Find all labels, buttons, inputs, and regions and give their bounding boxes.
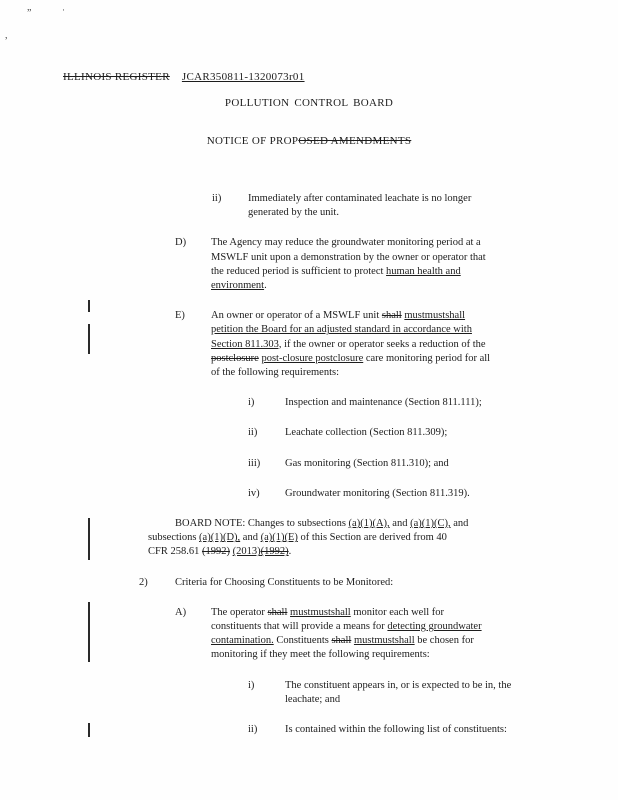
text-segment: Immediately after contaminated leachate is no longer [248, 193, 472, 204]
text-line [248, 192, 618, 206]
text-line [211, 606, 618, 620]
text-segment: leachate; and [285, 693, 341, 705]
scan-artifact-comma: , [5, 30, 8, 41]
text-line [211, 352, 618, 366]
notice-title-struck: OSED AMENDMENTS [298, 135, 412, 147]
item-label: iii) [248, 457, 261, 469]
text-segment: mustmustshall [404, 310, 466, 322]
text-segment: detecting groundwater [387, 621, 482, 633]
text-line [148, 517, 618, 531]
item-label: ii) [248, 724, 258, 736]
item-i-inspection [0, 396, 618, 410]
text-segment: (1992) [260, 546, 289, 558]
text-segment: monitor each well for [350, 606, 445, 618]
text-line [285, 679, 618, 693]
text-segment: The operator [211, 606, 268, 618]
text-segment: postclosure [211, 352, 259, 364]
text-segment: (a)(1)(A), [348, 518, 390, 530]
text-segment: of the following requirements: [211, 367, 340, 379]
item-label: ii) [212, 193, 222, 204]
text-line [211, 251, 618, 265]
text-segment: monitoring if they meet the following requirements: [211, 649, 430, 661]
item-ii-collection [0, 426, 618, 440]
change-bar [88, 518, 90, 560]
item-iv-groundwater [0, 487, 618, 501]
text-line [211, 620, 618, 634]
text-segment: Constituents [273, 635, 332, 647]
item-label: i) [248, 679, 255, 691]
scan-artifact-quote: ” [27, 8, 32, 19]
text-line [211, 366, 618, 380]
text-segment: if the owner or operator seeks a reduction of the [281, 338, 486, 350]
item-label: A) [175, 606, 187, 618]
item-label: 2) [139, 576, 148, 588]
document-body [0, 192, 618, 753]
text-segment: Groundwater monitoring (Section 811.319). [285, 487, 470, 499]
text-line [211, 634, 618, 648]
text-segment: and [240, 532, 261, 544]
item-label: E) [175, 310, 185, 322]
board-note [0, 517, 618, 560]
item-iii-gas [0, 457, 618, 471]
text-segment: subsections [148, 532, 200, 544]
text-segment: (a)(1)(D), [199, 532, 241, 544]
text-line [285, 457, 618, 471]
item-D [0, 236, 618, 293]
text-line [175, 576, 618, 590]
text-segment: . [288, 546, 292, 558]
text-segment: Section 811.303, [211, 338, 282, 350]
text-line [211, 265, 618, 279]
text-segment: care monitoring period for all [363, 352, 491, 364]
text-line [148, 531, 618, 545]
text-segment: environment [211, 280, 265, 292]
text-segment: The constituent appears in, or is expected to be in, the [285, 679, 512, 691]
text-segment: petition the Board for an adjusted standard in accordance with [211, 324, 472, 336]
text-segment: generated by the unit. [248, 207, 339, 219]
text-segment: shall [267, 606, 288, 618]
text-segment: of this Section are derived from 40 [297, 532, 447, 544]
text-segment: Is contained within the following list of constituents: [285, 724, 507, 736]
text-line [285, 426, 618, 440]
text-segment: MSWLF unit upon a demonstration by the owner or operator that [211, 251, 486, 263]
notice-title-plain: NOTICE OF PROP [206, 135, 299, 147]
text-line [211, 338, 618, 352]
change-bar [88, 602, 90, 662]
text-segment: Criteria for Choosing Constituents to be Monitored: [175, 576, 394, 588]
notice-title [0, 135, 618, 147]
item-2-criteria [0, 576, 618, 590]
text-segment: and [450, 518, 469, 530]
text-segment: Leachate collection (Section 811.309); [285, 427, 448, 439]
scan-artifact-dot: · [62, 5, 65, 15]
item-A [0, 606, 618, 663]
text-segment: and [389, 518, 411, 530]
text-segment: mustmustshall [290, 606, 351, 618]
change-bar [88, 723, 90, 737]
text-segment: be chosen for [414, 635, 474, 647]
text-segment: the reduced period is sufficient to protect [211, 265, 387, 277]
item-label: iv) [248, 487, 260, 499]
text-line [211, 309, 618, 323]
text-segment: (a)(1)(C), [410, 518, 451, 530]
text-segment: (2013) [232, 546, 261, 558]
text-line [211, 323, 618, 337]
text-segment: BOARD NOTE: Changes to subsections [175, 518, 349, 530]
board-title: POLLUTION CONTROL BOARD [224, 97, 394, 109]
text-segment: An owner or operator of a MSWLF unit [211, 310, 382, 322]
text-line [148, 545, 618, 559]
change-bar [88, 300, 90, 312]
text-line [285, 396, 618, 410]
text-segment: . [264, 280, 267, 292]
item-ii-list [0, 723, 618, 737]
document-header [63, 71, 305, 83]
text-segment: (1992) [201, 546, 230, 558]
text-line [211, 236, 618, 250]
text-line [285, 487, 618, 501]
item-ii-leachate [0, 192, 618, 220]
text-line [285, 723, 618, 737]
text-line [211, 279, 618, 293]
item-label: D) [175, 237, 187, 249]
text-segment: mustmustshall [353, 635, 415, 647]
text-segment: contamination. [211, 635, 274, 647]
text-segment: shall [331, 635, 352, 647]
text-line [248, 206, 618, 220]
change-bar [88, 324, 90, 354]
text-segment: human health and [386, 265, 461, 277]
text-segment: shall [381, 310, 402, 322]
item-label: i) [248, 397, 255, 409]
text-segment: (a)(1)(E) [260, 532, 298, 544]
item-label: ii) [248, 427, 258, 439]
text-segment: The Agency may reduce the groundwater monitoring period at a [211, 237, 481, 249]
text-line [211, 648, 618, 662]
text-segment: Inspection and maintenance (Section 811.111); [285, 397, 482, 409]
text-segment: CFR 258.61 [148, 546, 202, 558]
header-jcar-code: JCAR350811-1320073r01 [181, 71, 305, 83]
item-E [0, 309, 618, 380]
header-register-strike: ILLINOIS REGISTER [63, 71, 170, 83]
text-segment: post-closure postclosure [261, 352, 364, 364]
text-line [285, 693, 618, 707]
text-segment: Gas monitoring (Section 811.310); and [285, 457, 449, 469]
item-i-constituent [0, 679, 618, 707]
text-segment: constituents that will provide a means for [211, 621, 388, 633]
